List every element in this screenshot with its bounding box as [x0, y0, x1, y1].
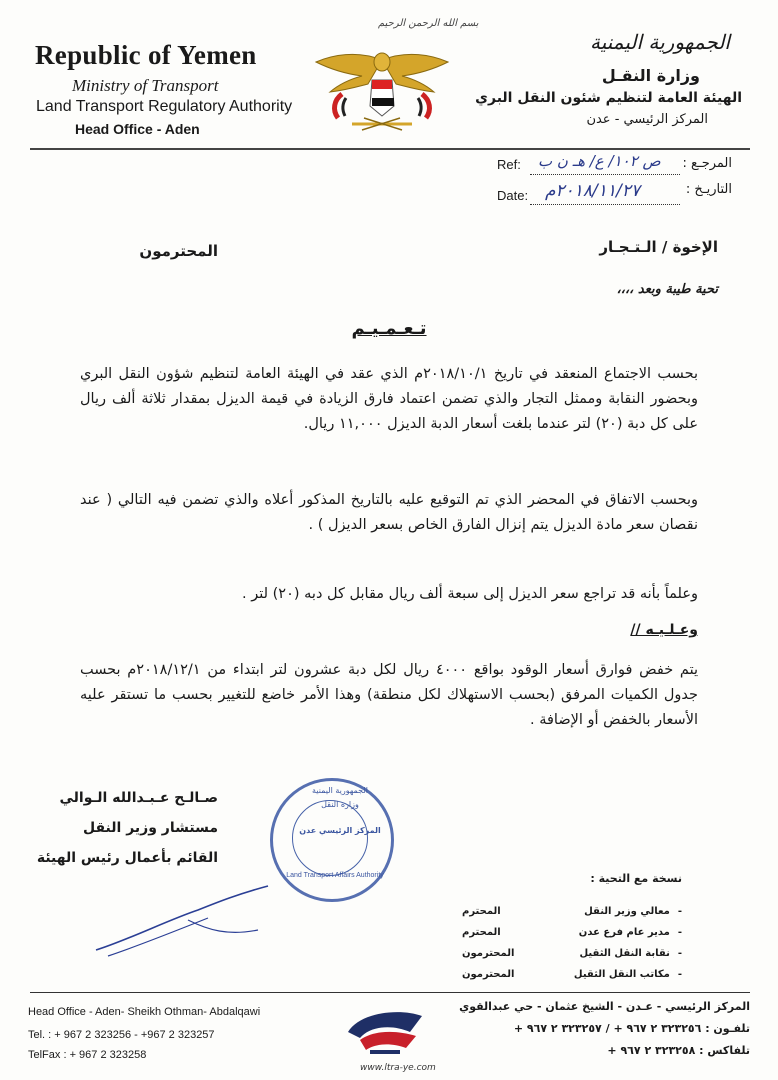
- date-value: ٢٠١٨/١١/٢٧م: [545, 181, 641, 201]
- signatory-name: صـالـح عـبـدالله الـوالي: [59, 790, 218, 806]
- signatory-title-2: القائم بأعمال رئيس الهيئة: [36, 850, 218, 866]
- salutation: الإخوة / الـتـجـار: [599, 238, 718, 256]
- copies-title: نسخة مع التحية :: [590, 872, 682, 885]
- header-divider: [30, 148, 750, 150]
- paragraph-2: وبحسب الاتفاق في المحضر الذي تم التوقيع عليه بالتاريخ المذكور أعلاه والذي تضمن فيه التالي ( عند نقصان سعر مادة الديزل يتم إنزال الفارق الخاص بسعر الديزل ) .: [80, 492, 698, 533]
- salutation-end: المحترمون: [139, 242, 218, 260]
- footer-en-tel: Tel. : + 967 2 323256 - +967 2 323257: [28, 1029, 215, 1041]
- copy-honorific: المحترم: [462, 927, 501, 938]
- ref-label-en: Ref:: [497, 157, 521, 172]
- footer-ar-fax: تلفاكس : ٣٢٣٢٥٨ ٢ ٩٦٧ +: [607, 1044, 750, 1057]
- copy-honorific: المحترم: [462, 906, 501, 917]
- ar-authority: الهيئة العامة لتنظيم شئون النقل البري: [475, 90, 742, 106]
- copy-recipient: مدير عام فرع عدن: [578, 927, 670, 938]
- copy-row: -مدير عام فرع عدن المحترم: [462, 927, 682, 938]
- ref-value: ص ١٠٢/ ع/ هـ ن ب: [538, 152, 661, 170]
- en-authority: Land Transport Regulatory Authority: [36, 98, 293, 115]
- stamp-text-center: المركز الرئيسي عدن: [299, 826, 381, 835]
- ref-label-ar: المرجـع :: [682, 156, 732, 171]
- paragraph-1: بحسب الاجتماع المنعقد في تاريخ ٢٠١٨/١٠/١م الذي عقد في الهيئة العامة لتنظيم شؤون النقل البري وبحضور النقابة وممثل التجار والذي تضمن اعتماد فارق الزيادة في قيمة الديزل بمقدار ثلاثة ألف ريال على كل دبة (٢٠) لتر عندما بلغت أسعار الدبة الديزل ١١,٠٠٠ ريال.: [80, 366, 698, 432]
- copy-recipient: مكاتب النقل الثقيل: [573, 969, 670, 980]
- ref-line: [530, 174, 680, 175]
- stamp-text-top: الجمهورية اليمنية: [311, 786, 368, 795]
- footer-en-fax: TelFax : + 967 2 323258: [28, 1049, 147, 1061]
- copy-honorific: المحترمون: [462, 969, 515, 980]
- date-label-ar: التاريـخ :: [685, 182, 732, 197]
- footer-divider: [30, 992, 750, 993]
- footer-ar-address: المركز الرئيسي - عـدن - الشيخ عثمان - حي عبدالقوي: [459, 1000, 750, 1013]
- paragraph-3: وعلماً بأنه قد تراجع سعر الديزل إلى سبعة ألف ريال مقابل كل دبه (٢٠) لتر .: [242, 586, 698, 602]
- date-label-en: Date:: [497, 188, 529, 203]
- date-line: [530, 204, 680, 205]
- ar-ministry: وزارة النقـل: [601, 66, 700, 85]
- ar-country-title: الجمهورية اليمنية: [589, 30, 730, 54]
- en-office: Head Office - Aden: [75, 121, 200, 137]
- en-country-title: Republic of Yemen: [35, 40, 257, 70]
- copy-row: -نقابة النقل الثقيل المحترمون: [462, 948, 682, 959]
- authority-logo-icon: [340, 1002, 430, 1060]
- stamp-text-mid: وزارة النقل: [321, 800, 359, 809]
- yemen-eagle-emblem: [312, 40, 452, 132]
- greeting: تحية طيبة وبعد ،،،،: [616, 282, 718, 297]
- basmala: بسم الله الرحمن الرحيم: [378, 18, 479, 29]
- copy-row: -مكاتب النقل الثقيل المحترمون: [462, 969, 682, 980]
- handwritten-signature: [88, 880, 278, 960]
- copy-recipient: معالي وزير النقل: [584, 906, 670, 917]
- en-ministry: Ministry of Transport: [72, 76, 219, 95]
- footer-ar-tel: تلفـون : ٣٢٣٢٥٦ ٢ ٩٦٧ + / ٣٢٣٢٥٧ ٢ ٩٦٧ +: [513, 1022, 750, 1035]
- ar-office: المركز الرئيسي - عدن: [586, 112, 708, 127]
- subject-title: تـعـمـيـم: [351, 318, 427, 339]
- copy-honorific: المحترمون: [462, 948, 515, 959]
- stamp-text-en: Land Transport Affairs Authority: [286, 872, 384, 879]
- signatory-title-1: مستشار وزير النقل: [82, 820, 218, 836]
- copy-row: -معالي وزير النقل المحترم: [462, 906, 682, 917]
- copy-recipient: نقابة النقل الثقيل: [579, 948, 670, 959]
- stamp-inner-ring: [292, 800, 368, 876]
- alaih-heading: وعـلـيـه //: [630, 622, 698, 638]
- footer-en-address: Head Office - Aden- Sheikh Othman- Abdalqawi: [28, 1006, 261, 1018]
- website-link[interactable]: www.ltra-ye.com: [360, 1063, 436, 1073]
- paragraph-4: يتم خفض فوارق أسعار الوقود بواقع ٤٠٠٠ ريال لكل دبة عشرون لتر ابتداء من ٢٠١٨/١٢/١م بحسب جدول الكميات المرفق (بحسب الاستهلاك لكل منطقة) وهذا الأمر خاضع للتغيير بحسب ما تستقر عليه الأسعار بالخفض أو الإضافة .: [80, 662, 698, 728]
